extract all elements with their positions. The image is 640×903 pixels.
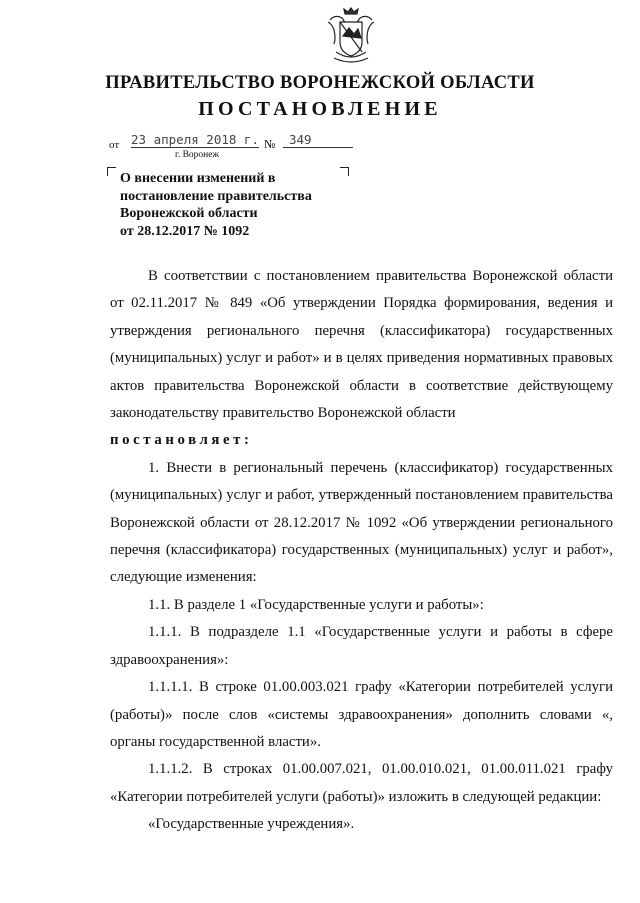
subject-bracket-left xyxy=(107,167,116,176)
date-prefix: от xyxy=(109,139,120,151)
clause-1-1-1: 1.1.1. В подразделе 1.1 «Государственные услуги и работы в сфере здравоохранения»: xyxy=(110,624,613,668)
clause-1-1-1-2: 1.1.1.2. В строках 01.00.007.021, 01.00.010.021, 01.00.011.021 графу «Категории потребителей услуги (работы)» изложить в следующей редакции: xyxy=(110,761,613,805)
quoted-text: «Государственные учреждения». xyxy=(148,816,355,833)
preamble-paragraph: В соответствии с постановлением правительства Воронежской области от 02.11.2017 № 849 «Об утверждении Порядка формирования, ведения и утверждения регионального перечня (классификатора) государственных (муниципальных) услуг и работ» и в целях приведения нормативных правовых актов правительства Воронежской области в соответствие действующему законодательству правительство Воронежской области xyxy=(110,268,613,422)
document-date: 23 апреля 2018 г. xyxy=(131,132,259,147)
coat-of-arms-emblem xyxy=(326,6,376,64)
clause-1-1: 1.1. В разделе 1 «Государственные услуги и работы»: xyxy=(148,596,484,613)
subject-line: О внесении изменений в xyxy=(120,171,276,186)
clause-1: 1. Внести в региональный перечень (классификатор) государственных (муниципальных) услуг и работ, утвержденный постановлением правительства Воронежской области от 28.12.2017 № 1092 «Об утверждении регионального перечня (классификатора) государственных (муниципальных) услуг и работ», следующие изменения: xyxy=(110,459,613,586)
document-city: г. Воронеж xyxy=(175,150,220,160)
clause-1-1-1-1: 1.1.1.1. В строке 01.00.003.021 графу «Категории потребителей услуги (работы)» после слов «системы здравоохранения» дополнить словами «, органы государственной власти». xyxy=(110,679,613,750)
subject-line: от 28.12.2017 № 1092 xyxy=(120,223,250,239)
government-title: ПРАВИТЕЛЬСТВО ВОРОНЕЖСКОЙ ОБЛАСТИ xyxy=(105,73,535,93)
document-body xyxy=(110,263,613,839)
document-number: 349 xyxy=(283,133,353,148)
number-sign: № xyxy=(264,137,276,151)
document-type-title: ПОСТАНОВЛЕНИЕ xyxy=(198,98,442,120)
resolves-keyword: постановляет: xyxy=(110,432,253,449)
subject-line: Воронежской области xyxy=(120,206,258,221)
document-subject xyxy=(120,170,360,240)
subject-line: постановление правительства xyxy=(120,188,312,204)
